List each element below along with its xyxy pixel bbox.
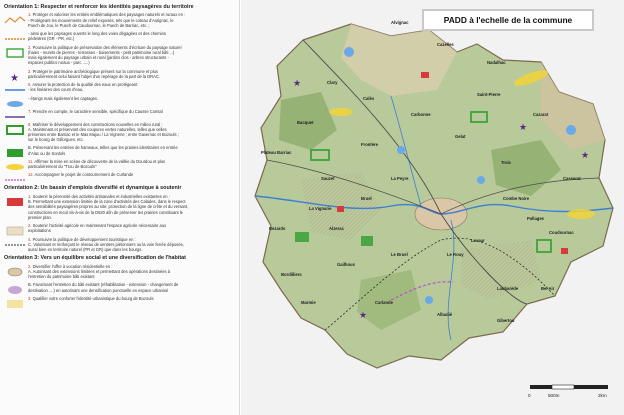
legend-number: 1.: [28, 12, 33, 18]
legend-description: Maîtriser le développement des constructions nouvelles en milieu rural : A. Maintenant et préservant des coupures vertes naturelles, telles que celles présentes entre Barriac et le Mas Majou / La Vignerie ; entre Gavernac et Bozouls ; sur le bourg de Gillorgues, etc.: [28, 121, 179, 143]
legend-item: [4, 172, 233, 182]
legend-item: [4, 194, 233, 220]
orientation2-title: Orientation 2: Un bassin d'emplois diversifié et dynamique à soutenir: [4, 185, 182, 192]
legend-text: [28, 237, 184, 253]
water-capture-5: [425, 296, 433, 304]
place-label: Trois: [501, 160, 512, 165]
legend-text: [28, 172, 133, 177]
place-label: Casserat: [563, 176, 581, 181]
legend-text: [28, 109, 163, 114]
legend-text: [28, 159, 165, 169]
urban-zone-red-2: [337, 206, 344, 212]
legend-text: [28, 45, 182, 66]
legend-description: Accompagner le projet de contournement de Curlande: [34, 172, 134, 178]
legend-number: 8.: [28, 121, 33, 127]
legend-symbol-icon: [4, 109, 28, 119]
legend-item: [4, 264, 233, 280]
legend-description: - ainsi que les paysages ouverts le long des voies dégagées et des chemins pédestres (GR - PR, etc.): [28, 31, 166, 42]
legend-symbol-icon: [4, 145, 28, 155]
sensitive-area-3: [329, 108, 353, 116]
legend-text: [28, 96, 98, 101]
legend-number: 3.: [28, 68, 33, 74]
place-label: Bacquet: [297, 120, 314, 125]
legend-number: 7.: [28, 108, 33, 114]
place-label: Lavaur: [471, 238, 485, 243]
legend-text: [28, 282, 178, 292]
place-label: Calès: [363, 96, 375, 101]
legend-number: 3.: [28, 295, 33, 301]
legend-text: [28, 194, 188, 220]
legend-number: 5.: [28, 82, 33, 88]
legend-item: [4, 31, 233, 41]
green-break-5: [361, 236, 373, 246]
place-label: Cazarat: [533, 112, 549, 117]
legend-number: 12.: [28, 172, 35, 178]
legend-item: [4, 122, 233, 143]
legend-symbol-icon: [4, 96, 28, 106]
water-capture-1: [344, 47, 354, 57]
place-label: Gailhous: [337, 262, 355, 267]
legend-item: [4, 96, 233, 106]
legend-description: Protéger et valoriser les entités emblématiques des paysages naturels et ruraux en : - Protégeant les mouvements de relief exposés, tels que le coteau d'Autignac, le Puech de Jou, le Puech de Caudournac, le Puech de Barriac, etc. ;: [28, 12, 186, 28]
legend-text: [28, 12, 185, 28]
legend-description: Protéger le patrimoine archéologique présent sur la commune et plus particulièrement celui faisant l'objet d'un repérage de la part de la DRAC.: [28, 68, 160, 79]
legend-number: 11.: [28, 158, 35, 164]
legend-symbol-icon: [4, 31, 28, 41]
place-label: Combe Noire: [503, 196, 530, 201]
legend-description: Diversifier l'offre à vocation résidentielle en : A. Autorisant des extensions limitées et permettant des opérations destinées à l'entretien du patrimoine bâti existant: [28, 263, 170, 280]
place-label: La Peyre: [391, 176, 409, 181]
legend-symbol-icon: [4, 194, 28, 204]
water-capture-4: [566, 125, 576, 135]
legend-description: B. Favorisant l'entretien du bâti existant (réhabilitation - extension - changement de destination ....) en autorisant une densification ponctuelle en espace urbanisé: [28, 282, 179, 293]
svg-text:★: ★: [10, 72, 19, 82]
place-label: Gelat: [455, 134, 466, 139]
urban-zone-red-1: [421, 72, 429, 78]
legend-number: 2.: [28, 223, 33, 229]
legend-symbol-icon: [4, 45, 28, 55]
legend-description: Prendre en compte, le caractère sensible, spécifique du Causse Comtal: [32, 108, 163, 114]
place-label: Alzerac: [329, 226, 344, 231]
legend-symbol-icon: [4, 172, 28, 182]
place-label: Albadié: [437, 312, 453, 317]
legend-description: Soutenir l'activité agricole en maintenant l'espace agricole nécessaire aux exploitations: [28, 223, 167, 234]
place-label: Sauzet: [321, 176, 335, 181]
green-break-4: [295, 232, 309, 242]
legend-item: [4, 296, 233, 306]
legend-text: [28, 69, 160, 79]
place-label: Bruel: [361, 196, 372, 201]
place-label: Alvignac: [391, 20, 409, 25]
legend-description: - étangs mais également les captages.: [28, 95, 99, 101]
orientation3-title: Orientation 3: Vers un équilibre social et une diversification de l'habitat: [4, 255, 186, 262]
legend-panel: [0, 0, 240, 415]
scale-end: 2km: [598, 393, 607, 398]
legend-description: Qualifier votre conforter l'identité urbanistique du bourg de Bozouls: [32, 295, 154, 301]
place-label: Laubarède: [497, 286, 519, 291]
place-label: Carbonne: [411, 112, 431, 117]
legend-item: [4, 237, 233, 253]
legend-number: 4.: [28, 236, 33, 242]
legend-number: 2.: [28, 44, 33, 50]
legend-item: [4, 12, 233, 28]
water-capture-3: [477, 176, 485, 184]
legend-number: 2.: [28, 263, 33, 269]
legend-item: [4, 82, 233, 92]
place-label: Gibertou: [497, 318, 515, 323]
legend-item: [4, 45, 233, 66]
legend-symbol-icon: [4, 82, 28, 92]
legend-text: [28, 296, 154, 301]
place-label: Bordilliers: [281, 272, 302, 277]
urban-zone-red-3: [561, 248, 568, 254]
place-label: Pallages: [527, 216, 544, 221]
legend-description: Poursuivre la politique de développement touristique en : C. Valorisant et renforçant le réseau de sentiers piétonniers ou la voie ferrée déposée, aussi bien en territoire naturel (PR et GR) que dans les bourgs.: [28, 236, 185, 252]
place-label: Coudournac: [549, 230, 574, 235]
sensitive-area-2: [567, 209, 595, 219]
place-label: Plateau Barriac: [261, 150, 292, 155]
legend-description: Poursuivre la politique de préservation des éléments d'écriture du paysage naturel (haies - murets de pierres - terrasses - boisements - petit patrimoine rural bâti ...) mais également du paysage urbain et rural (jardins clos - arbres structurants - espaces publics ruraux - parc .....): [28, 44, 182, 66]
scale-mid: 500m: [548, 393, 560, 398]
legend-item: [4, 145, 233, 155]
orientation1-title: Orientation 1: Respecter et renforcer les identités paysagères du territoire: [4, 4, 194, 10]
legend-text: [28, 82, 137, 92]
legend-text: [28, 122, 179, 143]
place-label: Nadalhac: [487, 60, 506, 65]
legend-number: 1.: [28, 193, 33, 199]
place-label: Le Rouy: [447, 252, 464, 257]
archaeology-star-4: ★: [581, 150, 590, 160]
place-label: Carlande: [375, 300, 393, 305]
scale-zero: 0: [528, 393, 531, 398]
legend-text: [28, 264, 170, 280]
archaeology-star-2: ★: [519, 122, 528, 132]
legend-symbol-icon: [4, 122, 28, 132]
legend-item: [4, 109, 233, 119]
legend-symbol-icon: [4, 296, 28, 306]
place-label: La Vignarie: [309, 206, 332, 211]
legend-item: [4, 282, 233, 292]
legend-symbol-icon: [4, 264, 28, 274]
legend-symbol-icon: [4, 282, 28, 292]
water-capture-2: [397, 146, 405, 154]
scale-bar: [528, 381, 613, 405]
legend-description: Soutenir la pérennité des activités artisanales et industrielles existantes en : B. Permettant une extension limitée de la zone d'activités des Calades, dans le respect des sensibilités paysagères propres au site: protection de la ligne de crête et du versant, constructions en recul vis-à-vis de la D920 afin de préserver les prairies constituant le premier plan.: [28, 193, 189, 220]
place-label: Frontère: [361, 142, 378, 147]
place-label: Cazelles: [437, 42, 454, 47]
place-label: Bezards: [269, 226, 286, 231]
place-label: Marmie: [301, 300, 316, 305]
legend-text: [28, 223, 166, 233]
legend-symbol-icon: [4, 12, 28, 22]
legend-symbol-icon: [4, 223, 28, 233]
archaeology-star-3: ★: [359, 310, 368, 320]
place-label: Bel Air: [541, 286, 555, 291]
place-label: Clary: [327, 80, 338, 85]
map-title: PADD à l'echelle de la commune: [422, 9, 594, 31]
legend-item: [4, 159, 233, 169]
legend-text: [28, 31, 166, 41]
place-label: Le Bruel: [391, 252, 408, 257]
legend-description: Affirmer la mise en scène de découverte de la vallée du Dourdou et plus particulièrement du "Trou de Bozouls": [28, 158, 166, 170]
legend-description: Assurer la protection de la qualité des eaux en protégeant - les linéaires des cours d'eau,: [28, 82, 138, 93]
legend-item: [4, 68, 233, 82]
legend-description: B. Préservant les entrées de hameaux, telles que les prairies identitaires en entrée d'Alac ou de Sontols: [28, 145, 178, 156]
place-label: Saint-Pierre: [477, 92, 501, 97]
archaeology-star-1: ★: [293, 78, 302, 88]
legend-symbol-icon: [4, 159, 28, 169]
legend-symbol-icon: [4, 237, 28, 247]
legend-text: [28, 145, 178, 155]
map-panel[interactable]: [241, 0, 624, 415]
legend-item: [4, 223, 233, 233]
commune-map[interactable]: [241, 0, 624, 415]
legend-symbol-icon: [4, 69, 28, 82]
